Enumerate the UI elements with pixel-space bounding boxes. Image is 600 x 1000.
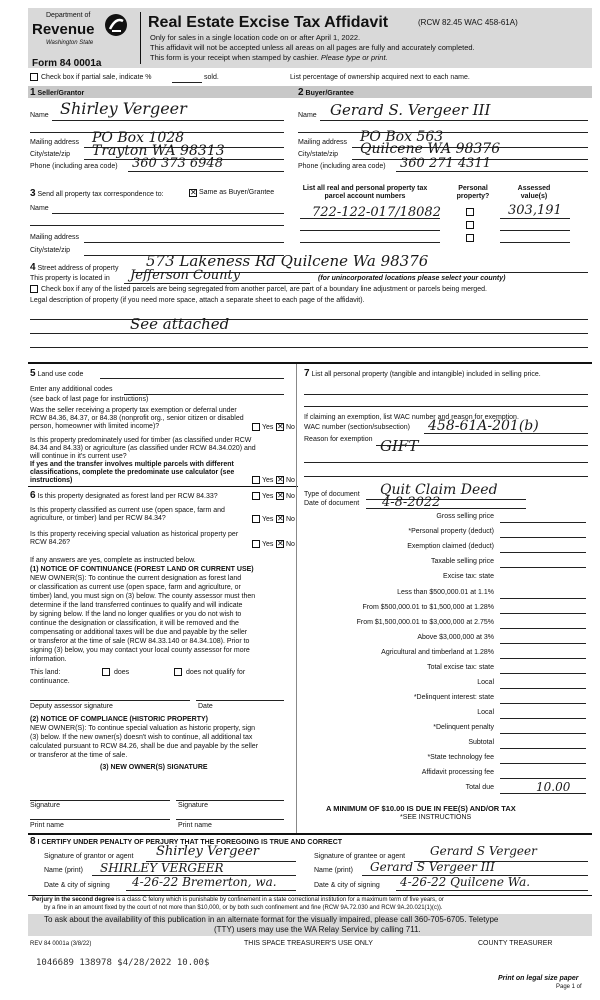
grantor-date-line	[126, 890, 296, 891]
tax-row-label: *State technology fee	[427, 754, 494, 761]
notice1-line-e: by signing below. If the land no longer qualifies or you do not wish to	[30, 611, 242, 618]
sec6-q2-no-label: No	[286, 516, 295, 523]
perjury-line-b: by a fine in an amount fixed by the court of not more than $10,000, or by both such confinement and fine (RCW 9A.72.030 and RCW 9A.20.021(1)(c)).	[44, 905, 443, 911]
grantor-sig-label: Signature of grantor or agent	[44, 853, 134, 860]
see-back-note: (see back of last page for instructions)	[30, 396, 149, 403]
buyer-heading-label: Buyer/Grantee	[305, 90, 354, 97]
section-divider-2	[28, 486, 298, 487]
treasurer-use: THIS SPACE TREASURER'S USE ONLY	[244, 940, 373, 947]
ownership-note: List percentage of ownership acquired next to each name.	[290, 74, 470, 81]
sec6-q3-yes[interactable]	[252, 540, 260, 548]
owner-sig-line-1	[30, 800, 170, 801]
assessed-value[interactable]: 303,191	[508, 203, 562, 218]
notice1-line-b: or classification as current use (open space, farm and agriculture, or	[30, 584, 241, 591]
tax-row-label: *Delinquent interest: state	[413, 694, 494, 701]
sec3-mail-label: Mailing address	[30, 234, 80, 241]
owner-print-line-1	[30, 819, 170, 820]
sec3-label	[30, 188, 164, 200]
partial-sold-label: sold.	[204, 74, 219, 81]
buyer-phone-value[interactable]: 360 271 4311	[400, 156, 491, 171]
exempt-label: If claiming an exemption, list WAC number and reason for exemption.	[304, 414, 519, 421]
sec6-q2: Is this property classified as current use (open space, farm and agriculture, or timber) land per RCW 84.34?	[30, 507, 225, 523]
grantor-print-label: Name (print)	[44, 867, 83, 874]
buyer-name-value[interactable]: Gerard S. Vergeer III	[330, 101, 491, 119]
sec5-q2-no-label: No	[286, 477, 295, 484]
total-due-value[interactable]: 10.00	[536, 780, 571, 794]
sec3-label-text: Send all property tax correspondence to:	[37, 191, 164, 198]
buyer-num: 2	[298, 87, 304, 98]
owner-print-line-2	[176, 819, 284, 820]
tax-value-line	[500, 673, 586, 674]
tax-row-label: Exemption claimed (deduct)	[407, 543, 494, 550]
street-label-text: Street address of property	[37, 265, 119, 272]
tax-row-label: Local	[477, 709, 494, 716]
reason-line-2	[304, 462, 588, 463]
alt-format-line-a: To ask about the availability of this publication in an alternate format for the visually impaired, please call 360-705-6705. Teletype	[44, 915, 499, 924]
sec6-q1-text: Is this property designated as forest land per RCW 84.33?	[37, 493, 218, 500]
tax-value-line	[500, 778, 586, 779]
tax-row-label: Local	[477, 679, 494, 686]
doc-date-label: Date of document	[304, 500, 360, 507]
certify-text: I CERTIFY UNDER PENALTY OF PERJURY THAT THE FOREGOING IS TRUE AND CORRECT	[37, 839, 343, 846]
reason-value[interactable]: GIFT	[380, 437, 419, 455]
same-as-buyer-checkbox[interactable]	[189, 189, 197, 197]
sec5-q2-no[interactable]	[276, 476, 284, 484]
notice2-line-b: (3) below. If the new owner(s) doesn't wish to continue, all additional tax	[30, 734, 253, 741]
legal-line-2	[30, 333, 588, 334]
sec5-q1-no-label: No	[286, 424, 295, 431]
sec3-num: 3	[30, 188, 36, 199]
section-divider-1	[28, 362, 592, 364]
tax-row-label: Agricultural and timberland at 1.28%	[381, 649, 494, 656]
grantee-sig-label: Signature of grantee or agent	[314, 853, 406, 860]
this-land-label: This land:	[30, 669, 61, 676]
assessed-value-head: Assessed value(s)	[517, 185, 551, 201]
buyer-name-label: Name	[298, 112, 317, 119]
tax-value-line	[500, 613, 586, 614]
tax-table	[300, 513, 590, 801]
does-checkbox[interactable]	[102, 668, 110, 676]
grantee-date-line	[396, 890, 588, 891]
sec7-num: 7	[304, 368, 310, 379]
personal-property-text: List all personal property (tangible and intangible) included in selling price.	[311, 371, 541, 378]
sec3-city-label: City/state/zip	[30, 247, 71, 254]
grantor-signature[interactable]: Shirley Vergeer	[156, 844, 260, 859]
sec6-q2-no[interactable]	[276, 515, 284, 523]
tax-value-line	[500, 703, 586, 704]
notice1-line-c: timber) land, you must sign on (3) below. The county assessor must then	[30, 593, 256, 600]
notice1-line-i: signing (3) below, you may contact your local county assessor for more	[30, 647, 250, 654]
tax-row-label: Subtotal	[468, 739, 494, 746]
sec6-q2-yes[interactable]	[252, 515, 260, 523]
perjury-bold: Perjury in the second degree	[32, 897, 115, 903]
sec5-q1: Was the seller receiving a property tax exemption or deferral under RCW 84.36, 84.37, or 84.38 (nonprofit org., senior citizen or disabled person, homeowner with limited income)?	[30, 407, 244, 431]
buyer-phone-label: Phone (including area code)	[298, 163, 386, 170]
tax-value-line	[500, 733, 586, 734]
sec3-name-label: Name	[30, 205, 49, 212]
seller-heading-label: Seller/Grantor	[37, 90, 85, 97]
sec3-mail-line	[84, 242, 284, 243]
sec4-num: 4	[30, 262, 36, 273]
owner-print-label-1: Print name	[30, 822, 64, 829]
seller-num: 1	[30, 87, 36, 98]
tax-row-label: *Delinquent penalty	[433, 724, 494, 731]
does-not-checkbox[interactable]	[174, 668, 182, 676]
owner-sig-label-1: Signature	[30, 802, 60, 809]
partial-sale-checkbox[interactable]	[30, 73, 38, 81]
header-line3	[150, 54, 388, 63]
pp-line-2	[304, 406, 588, 407]
notice2-head: (2) NOTICE OF COMPLIANCE (HISTORIC PROPERTY)	[30, 716, 208, 723]
grantee-date-city[interactable]: 4-26-22 Quilcene Wa.	[400, 875, 531, 889]
minimum-due-note: A MINIMUM OF $10.00 IS DUE IN FEE(S) AND/OR TAX	[326, 804, 516, 813]
seller-name-value[interactable]: Shirley Vergeer	[60, 99, 187, 118]
sec5-q2-yes-label: Yes	[262, 477, 274, 484]
sec5-q2-yes[interactable]	[252, 476, 260, 484]
partial-sale-label: Check box if partial sale, indicate %	[41, 74, 152, 81]
deputy-date-label: Date	[198, 703, 213, 710]
grantee-print-label: Name (print)	[314, 867, 353, 874]
sec5-q1-yes[interactable]	[252, 423, 260, 431]
tax-value-line	[500, 658, 586, 659]
revenue-label: Revenue	[32, 21, 95, 38]
add-codes-line	[124, 394, 284, 395]
owner-print-label-2: Print name	[178, 822, 212, 829]
sec5-q1-yes-label: Yes	[262, 424, 274, 431]
rev-number: REV 84 0001a (3/8/22)	[30, 941, 92, 947]
buyer-mail-label: Mailing address	[298, 139, 348, 146]
col-divider	[296, 364, 297, 834]
personal-property-head: Personal property?	[456, 185, 490, 201]
sec5-num: 5	[30, 368, 36, 379]
notice1-line-d: determine if the land transferred continues to qualify and will indicate	[30, 602, 243, 609]
page-number: Page 1 of	[556, 984, 582, 990]
seller-name-label: Name	[30, 112, 49, 119]
seller-phone-value[interactable]: 360 373 6948	[132, 156, 223, 171]
notice2-line-d: or transferor at the time of sale.	[30, 752, 128, 759]
legal-desc-label: Legal description of property (if you need more space, attach a separate sheet to each page of the affidavit).	[30, 297, 365, 304]
legal-line-1	[30, 319, 588, 320]
sec3-blank-line	[30, 225, 284, 226]
parcel-number[interactable]: 722-122-017/18082	[312, 205, 441, 220]
form-code: (RCW 82.45 WAC 458-61A)	[418, 18, 518, 27]
doc-date-value[interactable]: 4-8-2022	[382, 495, 441, 510]
tax-value-line	[500, 598, 586, 599]
grantee-signature[interactable]: Gerard S Vergeer	[430, 844, 537, 858]
form-title: Real Estate Excise Tax Affidavit	[148, 14, 389, 31]
tax-row-label: Less than $500,000.01 at 1.1%	[397, 589, 494, 596]
wac-value[interactable]: 458-61A-201(b)	[428, 418, 539, 434]
tax-value-line	[500, 748, 586, 749]
tax-value-line	[500, 628, 586, 629]
parcel-list-head: List all real and personal property tax parcel account numbers	[302, 185, 428, 201]
seller-name-line	[52, 120, 284, 121]
buyer-city-label: City/state/zip	[298, 151, 339, 158]
seller-city-value[interactable]: Trayton WA 98313	[92, 143, 225, 159]
parcel-line-2	[300, 230, 440, 231]
sec5-q1-no[interactable]	[276, 423, 284, 431]
tax-row-label: From $500,000.01 to $1,500,000 at 1.28%	[362, 604, 494, 611]
sec6-q2-yes-label: Yes	[262, 516, 274, 523]
tax-row-label: Above $3,000,000 at 3%	[417, 634, 494, 641]
personal-checkbox-1[interactable]	[466, 208, 474, 216]
buyer-mail-value[interactable]: PO Box 563	[360, 129, 444, 145]
grantor-date-city[interactable]: 4-26-22 Bremerton, wa.	[132, 875, 277, 889]
reason-line-3	[304, 476, 588, 477]
assessed-line-1	[500, 218, 570, 219]
seller-heading	[30, 87, 84, 99]
street-label	[30, 262, 118, 274]
tax-row-label: Gross selling price	[436, 513, 494, 520]
sec6-q1-no[interactable]	[276, 492, 284, 500]
tax-value-line	[500, 763, 586, 764]
owner-sig-line-2	[176, 800, 284, 801]
personal-checkbox-2[interactable]	[466, 221, 474, 229]
sec6-q1-no-label: No	[286, 493, 295, 500]
add-codes-label: Enter any additional codes	[30, 386, 113, 393]
legal-desc-value[interactable]: See attached	[130, 315, 230, 333]
form-number: Form 84 0001a	[32, 58, 102, 69]
deputy-sig-label: Deputy assessor signature	[30, 703, 113, 710]
doc-type-value[interactable]: Quit Claim Deed	[380, 482, 498, 498]
notice2-line-a: NEW OWNER(S): To continue special valuation as historic property, sign	[30, 725, 255, 732]
notice1-line-f: continue the designation or classification, it will be removed and the	[30, 620, 239, 627]
tax-row-label: Affidavit processing fee	[421, 769, 494, 776]
tax-row-label: *Personal property (deduct)	[408, 528, 494, 535]
land-use-label	[30, 368, 83, 380]
state-label: Washington State	[46, 40, 94, 46]
county-treasurer: COUNTY TREASURER	[478, 940, 553, 947]
sec6-q3-no[interactable]	[276, 540, 284, 548]
wac-label: WAC number (section/subsection)	[304, 424, 410, 431]
personal-checkbox-3[interactable]	[466, 234, 474, 242]
seller-phone-label: Phone (including area code)	[30, 163, 118, 170]
tax-row-label: Total due	[465, 784, 494, 791]
tax-row-label: From $1,500,000.01 to $3,000,000 at 2.75%	[356, 619, 494, 626]
legal-line-3	[30, 347, 588, 348]
segregated-label: Check box if any of the listed parcels are being segregated from another parcel, are part of a boundary line adjustment or parcels being merged.	[41, 286, 487, 293]
notice1-head: (1) NOTICE OF CONTINUANCE (FOREST LAND OR CURRENT USE)	[30, 566, 254, 573]
section-divider-3	[28, 833, 592, 835]
doc-type-label: Type of document	[304, 491, 360, 498]
deputy-date-line	[196, 700, 284, 701]
tax-value-line	[500, 688, 586, 689]
tax-value-line	[500, 552, 586, 553]
grantee-printed-name[interactable]: Gerard S Vergeer III	[370, 860, 495, 874]
segregated-checkbox[interactable]	[30, 285, 38, 293]
header-line3-text: This form is your receipt when stamped by cashier.	[150, 53, 319, 62]
grantee-date-label: Date & city of signing	[314, 882, 380, 889]
same-as-buyer-label: Same as Buyer/Grantee	[199, 189, 275, 196]
header-line1: Only for sales in a single location code on or after April 1, 2022.	[150, 33, 361, 42]
notice1-line-j: information.	[30, 656, 67, 663]
tax-value-line	[500, 718, 586, 719]
sec6-q3: Is this property receiving special valuation as historical property per RCW 84.26?	[30, 531, 239, 547]
notice3-head: (3) NEW OWNER(S) SIGNATURE	[100, 764, 208, 771]
reason-label: Reason for exemption	[304, 436, 373, 443]
sec6-q1	[30, 490, 218, 502]
tax-value-line	[500, 643, 586, 644]
revenue-logo-icon	[104, 13, 128, 37]
sec8-num: 8	[30, 836, 36, 847]
sec5-q2: Is this property predominately used for timber (as classified under RCW 84.34 and 84.33) or agriculture (as classified under RCW 84.34.020) and will continue in it's current use?	[30, 437, 256, 461]
does-label: does	[114, 669, 130, 676]
see-instructions-note: *SEE INSTRUCTIONS	[400, 814, 472, 821]
tax-row-label: Excise tax: state	[443, 573, 494, 580]
tax-row-label: Total excise tax: state	[427, 664, 494, 671]
alt-format-line-b: (TTY) users may use the WA Relay Service by calling 711.	[214, 925, 421, 934]
perjury-text-a: is a class C felony which is punishable by confinement in a state correctional institution for a maximum term of five years, or	[116, 897, 444, 903]
seller-mail-value[interactable]: PO Box 1028	[92, 130, 185, 146]
assessed-line-3	[500, 242, 570, 243]
buyer-city-value[interactable]: Quilcene WA 98376	[360, 141, 501, 157]
land-use-line	[100, 378, 284, 379]
perjury-line-a	[32, 897, 444, 904]
sec6-q3-yes-label: Yes	[262, 541, 274, 548]
county-value[interactable]: Jefferson County	[130, 268, 241, 283]
sec6-q3-no-label: No	[286, 541, 295, 548]
owner-sig-label-2: Signature	[178, 802, 208, 809]
revenue-logo	[30, 10, 130, 58]
land-use-text: Land use code	[37, 371, 84, 378]
parcel-line-3	[300, 242, 440, 243]
parcel-line-1	[300, 218, 440, 219]
sec6-q1-yes[interactable]	[252, 492, 260, 500]
seller-city-label: City/state/zip	[30, 151, 71, 158]
partial-sale-line	[172, 82, 202, 83]
grantor-printed-name[interactable]: SHIRLEY VERGEER	[100, 861, 224, 875]
buyer-name-line	[320, 120, 588, 121]
sec6-ifyes: If any answers are yes, complete as instructed below.	[30, 557, 196, 564]
continuance-label: continuance.	[30, 678, 70, 685]
receipt-stamp: 1046689 138978 $4/28/2022 10.00$	[36, 958, 210, 968]
does-not-label: does not qualify for	[186, 669, 246, 676]
deputy-sig-line	[30, 700, 190, 701]
dept-label: Department of	[46, 12, 91, 19]
grantor-date-label: Date & city of signing	[44, 882, 110, 889]
sec5-q2b: If yes and the transfer involves multiple parcels with different classifications, complete the predominate use calculator (see instructions)	[30, 461, 235, 485]
notice1-line-h: or transferor at the time of sale (RCW 84.33.140 or 84.34.108). Prior to	[30, 638, 250, 645]
pp-line-1	[304, 394, 588, 395]
tax-value-line	[500, 522, 586, 523]
tax-value-line	[500, 537, 586, 538]
legal-size-note: Print on legal size paper	[498, 975, 579, 982]
notice1-line-a: NEW OWNER(S): To continue the current designation as forest land	[30, 575, 242, 582]
tax-row-label: Taxable selling price	[430, 558, 494, 565]
sec6-q1-yes-label: Yes	[262, 493, 274, 500]
header-line2: This affidavit will not be accepted unless all areas on all pages are fully and accurately completed.	[150, 43, 475, 52]
located-label: This property is located in	[30, 275, 110, 282]
notice1-line-g: compensating or additional taxes will be due and payable by the seller	[30, 629, 248, 636]
assessed-line-2	[500, 230, 570, 231]
street-value[interactable]: 573 Lakeness Rd Quilcene Wa 98376	[146, 252, 429, 270]
sec6-num: 6	[30, 490, 36, 501]
buyer-heading	[298, 87, 354, 99]
seller-mail-label: Mailing address	[30, 139, 80, 146]
header-line3-emph: Please type or print.	[320, 53, 388, 62]
notice2-line-c: calculated pursuant to RCW 84.26, shall be due and payable by the seller	[30, 743, 259, 750]
sec3-name-line	[52, 213, 284, 214]
header-divider	[140, 12, 141, 64]
unincorp-note: (for unincorporated locations please select your county)	[318, 275, 506, 282]
tax-value-line	[500, 567, 586, 568]
personal-property-label	[304, 368, 588, 380]
